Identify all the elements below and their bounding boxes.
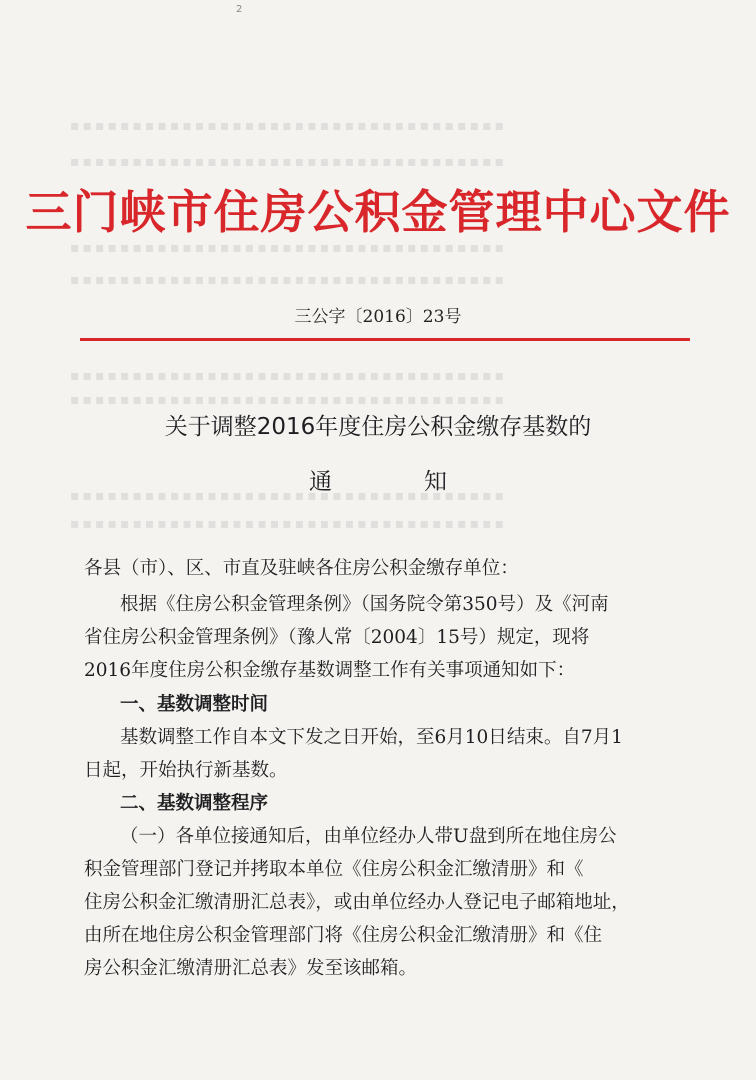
bleed-through-texture: ▪▪▪▪▪▪▪▪▪▪▪▪▪▪▪▪▪▪▪▪▪▪▪▪▪▪▪▪▪▪▪▪▪▪▪ <box>70 240 508 256</box>
section-heading: 二、基数调整程序 <box>120 793 269 814</box>
paragraph-line: 2016年度住房公积金缴存基数调整工作有关事项通知如下： <box>84 660 576 681</box>
paragraph-line: 由所在地住房公积金管理部门将《住房公积金汇缴清册》和《住 <box>84 925 603 946</box>
section-heading: 一、基数调整时间 <box>120 694 269 715</box>
paragraph-line: 基数调整工作自本文下发之日开始，至6月10日结束。自7月1 <box>120 727 623 748</box>
document-number: 三公字〔2016〕23号 <box>294 307 462 327</box>
paragraph-line: 根据《住房公积金管理条例》（国务院令第350号）及《河南 <box>120 594 609 615</box>
issuer-header: 三门峡市住房公积金管理中心文件 <box>25 185 731 239</box>
bleed-through-texture: ▪▪▪▪▪▪▪▪▪▪▪▪▪▪▪▪▪▪▪▪▪▪▪▪▪▪▪▪▪▪▪▪▪▪▪ <box>70 392 508 408</box>
paragraph-line: 日起，开始执行新基数。 <box>84 760 288 781</box>
red-divider-line <box>80 338 690 341</box>
paragraph-line: 住房公积金汇缴清册汇总表》，或由单位经办人登记电子邮箱地址， <box>84 892 630 913</box>
paragraph-line: 积金管理部门登记并拷取本单位《住房公积金汇缴清册》和《 <box>84 859 584 880</box>
bleed-through-texture: ▪▪▪▪▪▪▪▪▪▪▪▪▪▪▪▪▪▪▪▪▪▪▪▪▪▪▪▪▪▪▪▪▪▪▪ <box>70 488 508 504</box>
corner-mark: 2 <box>236 4 243 15</box>
paragraph-line: 省住房公积金管理条例》（豫人常〔2004〕15号）规定，现将 <box>84 627 590 648</box>
subject-title: 关于调整2016年度住房公积金缴存基数的 <box>164 414 592 440</box>
bleed-through-texture: ▪▪▪▪▪▪▪▪▪▪▪▪▪▪▪▪▪▪▪▪▪▪▪▪▪▪▪▪▪▪▪▪▪▪▪ <box>70 118 508 134</box>
bleed-through-texture: ▪▪▪▪▪▪▪▪▪▪▪▪▪▪▪▪▪▪▪▪▪▪▪▪▪▪▪▪▪▪▪▪▪▪▪ <box>70 154 508 170</box>
paragraph-line: 房公积金汇缴清册汇总表》发至该邮箱。 <box>84 958 418 979</box>
addressee-line: 各县（市）、区、市直及驻峡各住房公积金缴存单位： <box>84 558 519 579</box>
paragraph-line: （一）各单位接通知后，由单位经办人带U盘到所在地住房公 <box>120 826 617 847</box>
bleed-through-texture: ▪▪▪▪▪▪▪▪▪▪▪▪▪▪▪▪▪▪▪▪▪▪▪▪▪▪▪▪▪▪▪▪▪▪▪ <box>70 368 508 384</box>
bleed-through-texture: ▪▪▪▪▪▪▪▪▪▪▪▪▪▪▪▪▪▪▪▪▪▪▪▪▪▪▪▪▪▪▪▪▪▪▪ <box>70 516 508 532</box>
subject-title-notice: 通知 <box>309 469 539 495</box>
bleed-through-texture: ▪▪▪▪▪▪▪▪▪▪▪▪▪▪▪▪▪▪▪▪▪▪▪▪▪▪▪▪▪▪▪▪▪▪▪ <box>70 272 508 288</box>
